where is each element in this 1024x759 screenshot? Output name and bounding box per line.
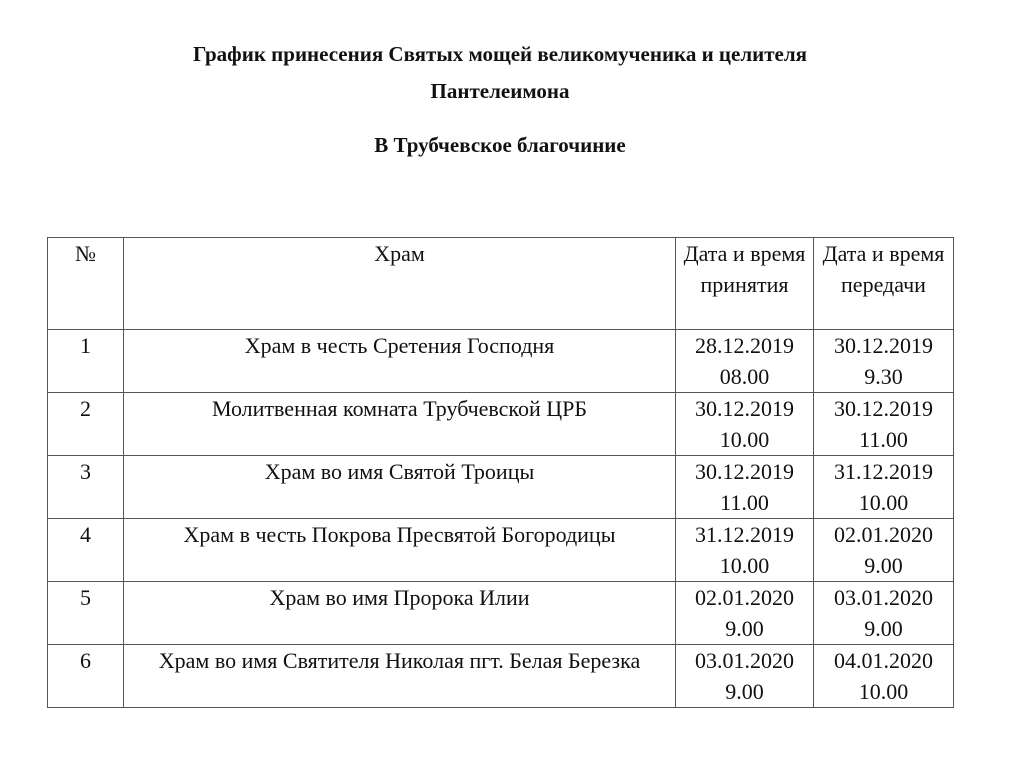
handed-over-time: 9.00 [864, 553, 903, 578]
handed-over-date: 30.12.2019 [834, 396, 933, 421]
row-temple: Храм в честь Покрова Пресвятой Богородицы [124, 519, 676, 582]
row-handed-over [814, 645, 954, 708]
header-temple: Храм [124, 238, 676, 330]
row-number: 5 [48, 582, 124, 645]
received-time: 10.00 [719, 427, 770, 452]
header-number: № [48, 238, 124, 330]
row-handed-over [814, 582, 954, 645]
received-date: 03.01.2020 [695, 648, 794, 673]
received-date: 02.01.2020 [695, 585, 794, 610]
handed-over-date: 30.12.2019 [834, 333, 933, 358]
row-number: 2 [48, 393, 124, 456]
document-title-line2: Пантелеимона [430, 79, 570, 103]
received-time: 10.00 [719, 553, 770, 578]
handed-over-time: 9.30 [864, 364, 903, 389]
row-handed-over [814, 456, 954, 519]
handed-over-time: 10.00 [858, 679, 909, 704]
document-subtitle: В Трубчевское благочиние [374, 133, 626, 157]
row-handed-over [814, 393, 954, 456]
handed-over-time: 10.00 [858, 490, 909, 515]
handed-over-date: 02.01.2020 [834, 522, 933, 547]
row-temple: Храм во имя Святителя Николая пгт. Белая Березка [124, 645, 676, 708]
schedule-table [47, 237, 954, 708]
handed-over-date: 03.01.2020 [834, 585, 933, 610]
row-received [676, 582, 814, 645]
row-temple: Храм в честь Сретения Господня [124, 330, 676, 393]
handed-over-date: 04.01.2020 [834, 648, 933, 673]
received-time: 9.00 [725, 679, 764, 704]
header-received: Дата и время принятия [676, 238, 814, 330]
row-temple: Храм во имя Святой Троицы [124, 456, 676, 519]
table-row [48, 582, 954, 645]
table-header-row [48, 238, 954, 330]
row-handed-over [814, 519, 954, 582]
table-row [48, 456, 954, 519]
row-temple: Храм во имя Пророка Илии [124, 582, 676, 645]
header-handed-over: Дата и время передачи [814, 238, 954, 330]
table-row [48, 393, 954, 456]
received-date: 30.12.2019 [695, 459, 794, 484]
row-received [676, 393, 814, 456]
document-title-line1: График принесения Святых мощей великомученика и целителя [192, 42, 808, 66]
row-number: 1 [48, 330, 124, 393]
handed-over-date: 31.12.2019 [834, 459, 933, 484]
received-date: 30.12.2019 [695, 396, 794, 421]
row-temple: Молитвенная комната Трубчевской ЦРБ [124, 393, 676, 456]
row-received [676, 519, 814, 582]
table-row [48, 645, 954, 708]
table-row [48, 330, 954, 393]
received-date: 28.12.2019 [695, 333, 794, 358]
row-number: 4 [48, 519, 124, 582]
received-time: 9.00 [725, 616, 764, 641]
row-received [676, 645, 814, 708]
row-handed-over [814, 330, 954, 393]
row-number: 3 [48, 456, 124, 519]
received-time: 11.00 [720, 490, 769, 515]
row-received [676, 456, 814, 519]
handed-over-time: 9.00 [864, 616, 903, 641]
row-received [676, 330, 814, 393]
handed-over-time: 11.00 [859, 427, 908, 452]
row-number: 6 [48, 645, 124, 708]
received-time: 08.00 [719, 364, 770, 389]
table-row [48, 519, 954, 582]
received-date: 31.12.2019 [695, 522, 794, 547]
